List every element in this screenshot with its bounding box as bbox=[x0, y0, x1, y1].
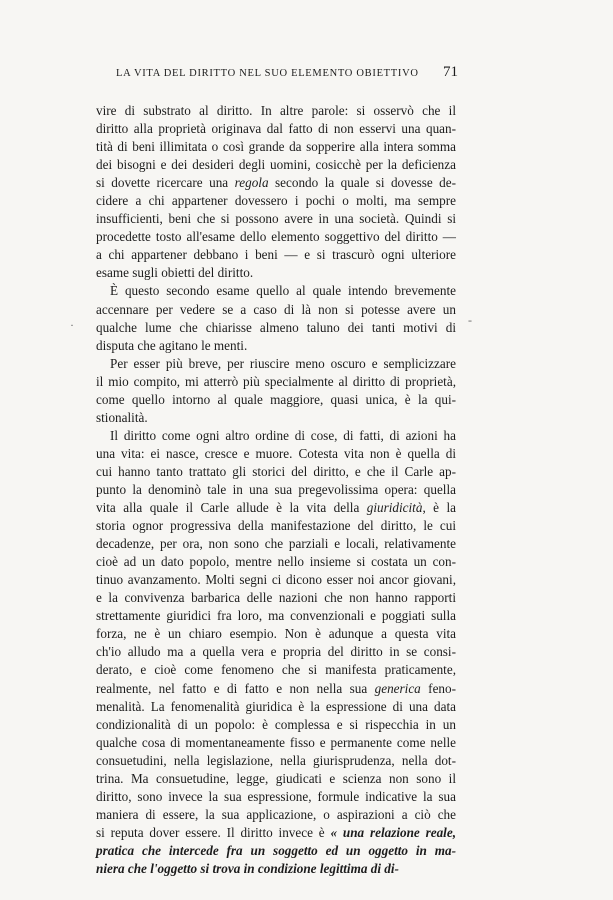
text-segment: esame sugli obietti del diritto. bbox=[96, 265, 254, 281]
paragraph bbox=[82, 355, 456, 427]
text-line bbox=[82, 463, 456, 481]
text-segment: e la convivenza barbarica delle nazioni che non hanno rapporti bbox=[96, 590, 456, 606]
text-line bbox=[82, 337, 456, 355]
text-line bbox=[82, 391, 456, 409]
text-line bbox=[82, 445, 456, 463]
text-segment: come quello intorno al quale maggiore, quasi unica, è la qui- bbox=[96, 391, 456, 407]
text-line bbox=[82, 481, 456, 499]
page-number: 71 bbox=[443, 64, 458, 80]
text-line bbox=[82, 517, 456, 535]
text-segment: cidere a chi appartener dovessero i pochi o molti, ma sempre bbox=[96, 193, 456, 209]
text-segment: si dovette ricercare una bbox=[96, 175, 235, 191]
emphasized-text: pratica che intercede fra un soggetto ed un oggetto in ma- bbox=[96, 842, 456, 858]
text-segment: punto la denominò tale in una sua pregevolissima opera: quella bbox=[96, 481, 456, 497]
text-line bbox=[82, 824, 456, 842]
emphasized-text: niera che l'oggetto si trova in condizione legittima di di- bbox=[96, 860, 399, 876]
text-segment: consuetudini, nella legislazione, nella giurisprudenza, nella dot- bbox=[96, 752, 456, 768]
text-segment: qualche lume che chiarisse almeno taluno dei tanti motivi di bbox=[96, 319, 456, 335]
text-segment: a chi appartener debbano i beni — e si trascurò ogni ulteriore bbox=[96, 247, 456, 263]
text-segment: stionalità. bbox=[96, 409, 148, 425]
text-segment: il mio compito, mi atterrò più specialmente al diritto di proprietà, bbox=[96, 373, 456, 389]
running-title: LA VITA DEL DIRITTO NEL SUO ELEMENTO OBIETTIVO bbox=[116, 68, 419, 79]
text-segment: cui hanno tanto trattato gli storici del diritto, e che il Carle ap- bbox=[96, 463, 456, 479]
margin-mark-right: - bbox=[468, 313, 472, 327]
text-segment: , è la bbox=[422, 500, 457, 516]
text-segment: accennare per vedere se a caso di là non si potesse avere un bbox=[96, 301, 456, 317]
text-segment: È questo secondo esame quello al quale intendo brevemente bbox=[110, 283, 456, 299]
text-line bbox=[82, 282, 456, 300]
text-segment: cioè ad un dato popolo, mentre nello insieme si costata un con- bbox=[96, 554, 456, 570]
text-line bbox=[82, 499, 456, 517]
text-line bbox=[82, 409, 456, 427]
text-segment: diritto, sono invece la sua espressione, formule indicative la sua bbox=[96, 788, 456, 804]
text-line bbox=[82, 156, 456, 174]
text-segment: secondo la quale si dovesse de- bbox=[268, 175, 456, 191]
text-line bbox=[82, 643, 456, 661]
text-segment: trina. Ma consuetudine, legge, giudicati e scienza non sono il bbox=[96, 770, 456, 786]
paragraph bbox=[82, 282, 456, 354]
text-line bbox=[82, 301, 456, 319]
text-segment: procedette tosto all'esame dello elemento soggettivo del diritto — bbox=[96, 229, 456, 245]
running-header bbox=[82, 64, 458, 81]
text-line bbox=[82, 319, 456, 337]
text-line bbox=[82, 770, 456, 788]
text-segment: forza, ne è un chiaro esempio. Non è adunque a questa vita bbox=[96, 626, 456, 642]
text-segment: Il diritto come ogni altro ordine di cose, di fatti, di azioni ha bbox=[110, 427, 456, 443]
text-segment: si reputa dover essere. Il diritto invece è bbox=[96, 824, 331, 840]
text-line bbox=[82, 246, 456, 264]
text-line bbox=[82, 716, 456, 734]
text-line bbox=[82, 680, 456, 698]
margin-mark-left: · bbox=[70, 318, 74, 332]
text-segment: maniera di essere, la sua applicazione, o aspirazioni a ciò che bbox=[96, 806, 456, 822]
text-line bbox=[82, 842, 456, 860]
text-segment: tinuo avanzamento. Molti segni ci dicono esser noi ancor giovani, bbox=[96, 572, 456, 588]
text-segment: vire di substrato al diritto. In altre parole: si osservò che il bbox=[96, 103, 456, 118]
text-line bbox=[82, 120, 456, 138]
text-line bbox=[82, 752, 456, 770]
text-line bbox=[82, 535, 456, 553]
text-line bbox=[82, 734, 456, 752]
text-segment: tità di beni illimitata o così grande da sopperire alla intera somma bbox=[96, 139, 456, 155]
text-line bbox=[82, 174, 456, 192]
text-line bbox=[82, 625, 456, 643]
text-line bbox=[82, 788, 456, 806]
emphasized-text: giuridicità bbox=[366, 500, 423, 516]
text-line bbox=[82, 192, 456, 210]
text-segment: menalità. La fenomenalità giuridica è la espressione di una data bbox=[96, 698, 456, 714]
text-line bbox=[82, 571, 456, 589]
text-line bbox=[82, 589, 456, 607]
text-segment: condizionalità di un popolo: è complessa e si rispecchia in un bbox=[96, 716, 456, 732]
text-line bbox=[82, 806, 456, 824]
emphasized-text: generica bbox=[374, 680, 421, 696]
text-segment: dei bisogni e dei desideri degli uomini, cosicchè per la deficienza bbox=[96, 157, 456, 173]
emphasized-text: regola bbox=[234, 175, 269, 191]
text-line bbox=[82, 553, 456, 571]
text-line bbox=[82, 860, 456, 878]
text-segment: diritto alla proprietà originava dal fatto di non esservi una quan- bbox=[96, 121, 456, 137]
text-line bbox=[82, 698, 456, 716]
text-line bbox=[82, 373, 456, 391]
text-line bbox=[82, 661, 456, 679]
text-segment: ch'io alludo ma a quella vera e propria del diritto in se consi- bbox=[96, 644, 456, 660]
text-segment: strettamente giuridici fra loro, ma convenzionali e poggiati sulla bbox=[96, 608, 456, 624]
emphasized-text: « una relazione reale, bbox=[330, 824, 456, 840]
text-segment: vita alla quale il Carle allude è la vita della bbox=[96, 500, 367, 516]
text-segment: derato, e cioè come fenomeno che si manifesta praticamente, bbox=[96, 662, 456, 678]
text-segment: Per esser più breve, per riuscire meno oscuro e semplicizzare bbox=[110, 355, 456, 371]
paragraph bbox=[82, 102, 456, 282]
text-segment: qualche cosa di momentaneamente fisso e permanente come nelle bbox=[96, 734, 456, 750]
body-text bbox=[82, 102, 456, 878]
text-segment: decadenze, per ora, non sono che parziali e locali, relativamente bbox=[96, 536, 456, 552]
text-segment: una vita: ei nasce, cresce e muore. Cotesta vita non è quella di bbox=[96, 445, 456, 461]
text-segment: feno- bbox=[420, 680, 456, 696]
text-line bbox=[82, 102, 456, 120]
text-line bbox=[82, 355, 456, 373]
paragraph bbox=[82, 427, 456, 878]
text-segment: storia ognor progressiva della manifestazione del diritto, le cui bbox=[96, 518, 456, 534]
text-line bbox=[82, 264, 456, 282]
text-segment: insufficienti, beni che si possono avere in una società. Quindi si bbox=[96, 211, 456, 227]
text-line bbox=[82, 427, 456, 445]
text-segment: realmente, nel fatto e di fatto e non nella sua bbox=[96, 680, 375, 696]
text-line bbox=[82, 138, 456, 156]
text-line bbox=[82, 228, 456, 246]
text-segment: disputa che agitano le menti. bbox=[96, 337, 248, 353]
text-line bbox=[82, 607, 456, 625]
text-line bbox=[82, 210, 456, 228]
